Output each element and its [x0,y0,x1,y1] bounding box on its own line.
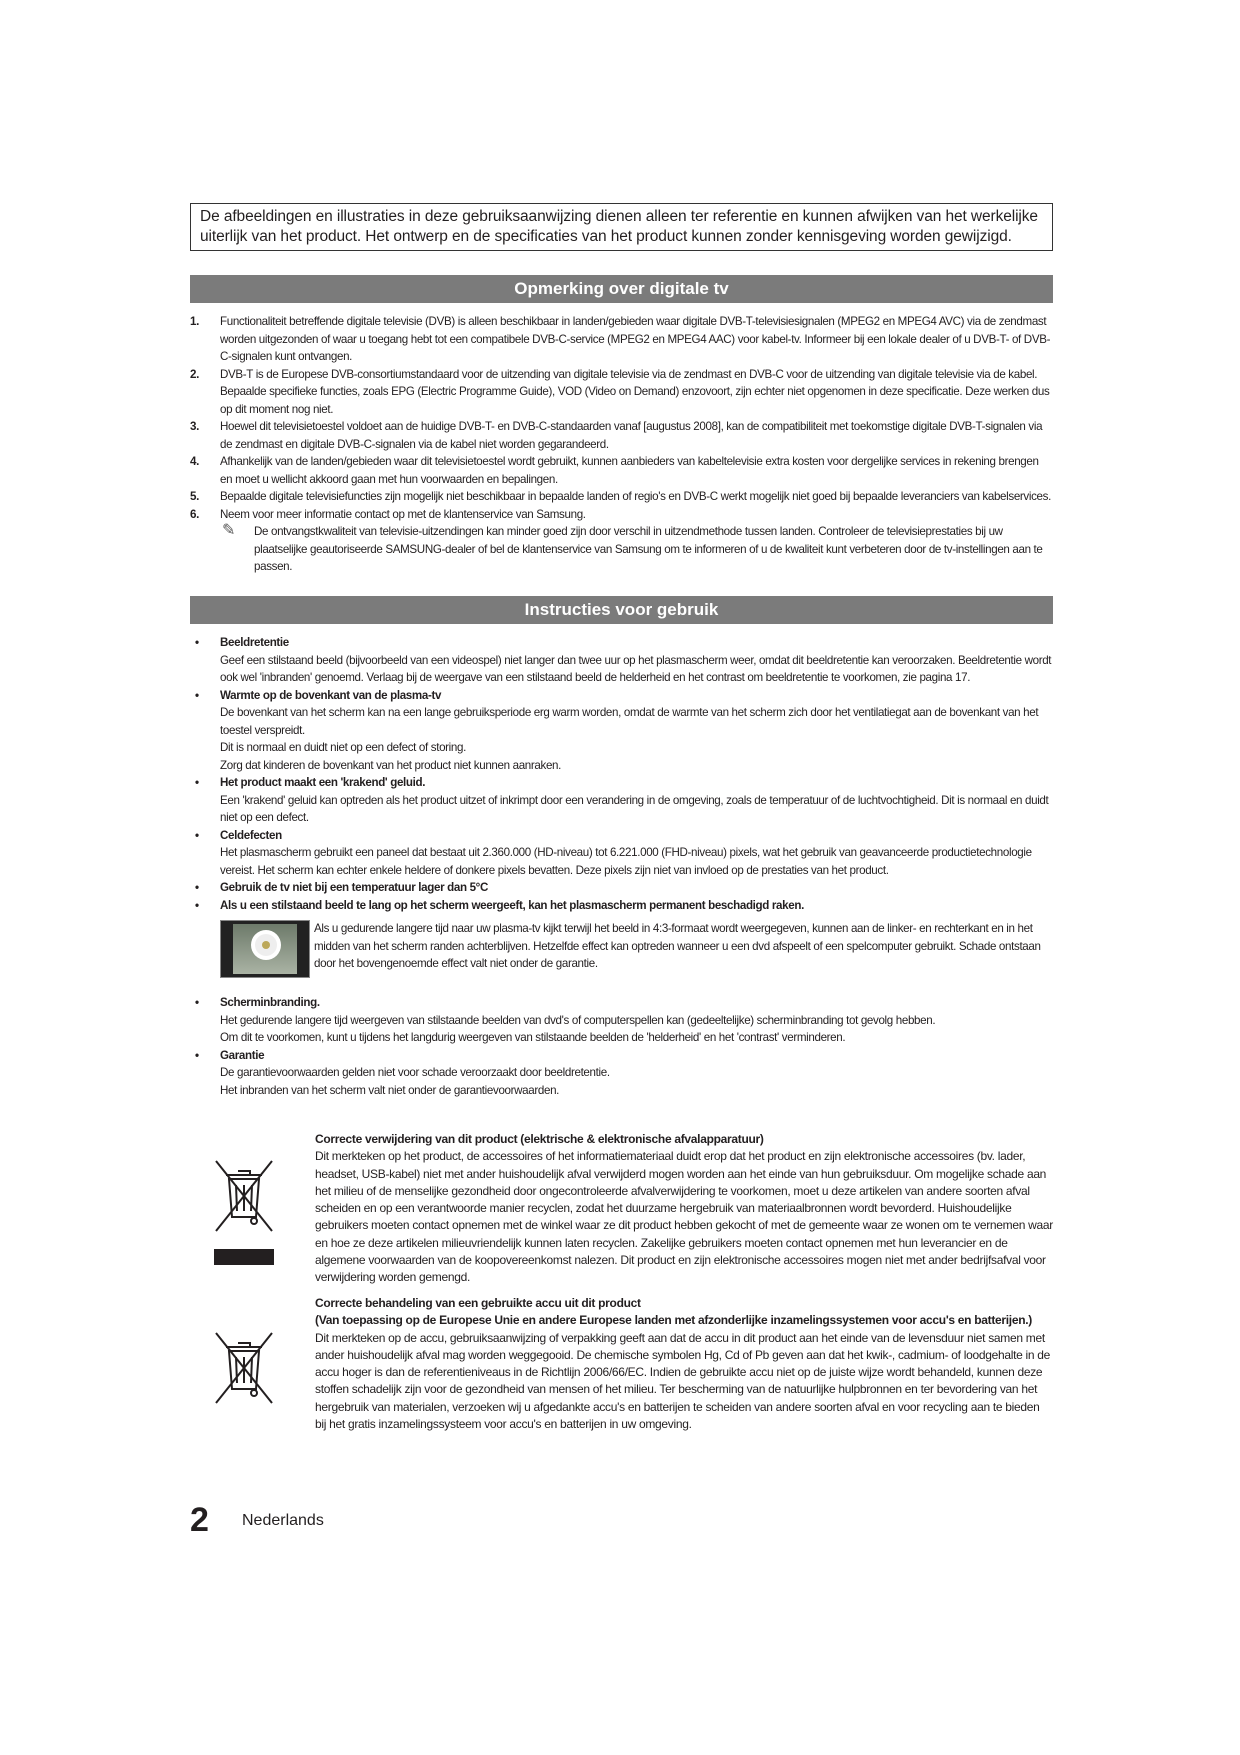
item-heading: Beeldretentie [220,636,289,649]
list-item [190,827,1053,880]
item-text: DVB-T is de Europese DVB-consortiumstandaard voor de uitzending van digitale televisie via de zendmast en DVB-C voor de uitzending van digitale televisie via de kabel. Bepaalde specifieke functies, zoals EPG (Electric Programme Guide), VOD (Video on Demand) enzovoort, zijn echter niet opgenomen in deze specificatie. Deze werken dus op dit moment nog niet. [220,367,1050,416]
crossed-bin-icon [210,1149,278,1267]
list-item [190,313,1053,366]
bullet-icon: • [195,996,199,1009]
bullet-icon: • [195,776,199,789]
list-item [190,488,1053,506]
item-number: 5. [190,490,199,503]
bullet-icon: • [195,688,199,702]
item-text: Dit is normaal en duidt niet op een defect of storing. [220,741,466,754]
list-item [190,418,1053,453]
battery-text: Dit merkteken op de accu, gebruiksaanwijzing of verpakking geeft aan dat de accu in dit product aan het einde van de levensduur niet samen met ander huishoudelijk afval mag worden weggegooid. De chemische symbolen Hg, Cd of Pb geven aan dat het kwik-, cadmium- of loodgehalte in de accu hoger is dan de referentieniveaus in de Richtlijn 2006/66/EC. Indien de gebruikte accu niet op de juiste wijze wordt behandeld, kunnen deze stoffen schadelijk zijn voor de gezondheid van mensen of het milieu. Ter bescherming van de natuurlijke hulpbronnen en ter bevordering van het hergebruik van materialen, verzoeken wij u afgedankte accu's en batterijen te scheiden van andere soorten afval en voor recycling aan te bieden bij het gratis inzamelingssysteem voor accu's en batterijen in uw omgeving. [315,1330,1051,1432]
bullet-icon: • [195,636,199,649]
note-pencil-icon: ✎ [222,522,236,539]
disposal-section [190,1131,1053,1287]
item-number: 3. [190,420,199,433]
note-text: De ontvangstkwaliteit van televisie-uitzendingen kan minder goed zijn door verschil in uitzendmethode tussen landen. Controleer de televisieprestaties bij uw plaatselijke geautoriseerde SAMSUNG-dealer of bel de klantenservice van Samsung om te informeren of u de kwaliteit kunt verbeteren door de tv-instellingen aan te passen. [254,525,1043,573]
usage-list [190,634,1053,1099]
item-number: 2. [190,367,199,381]
item-text: De bovenkant van het scherm kan na een lange gebruiksperiode erg warm worden, omdat de warmte van het scherm zich door het ventilatiegat aan de bovenkant van het toestel verspreidt. [220,706,1039,737]
tv-screen-burn-image [220,920,310,978]
item-heading: Warmte op de bovenkant van de plasma-tv [220,688,442,702]
bullet-icon: • [195,828,199,842]
item-heading: Als u een stilstaand beeld te lang op het scherm weergeeft, kan het plasmascherm permanent beschadigd raken. [220,898,804,912]
list-item [190,366,1053,419]
bullet-icon: • [195,881,199,894]
item-text: Bepaalde digitale televisiefuncties zijn mogelijk niet beschikbaar in bepaalde landen of regio's en DVB-C werkt mogelijk niet goed bij bepaalde leveranciers van kabelservices. [220,490,1051,503]
disclaimer-box: De afbeeldingen en illustraties in deze gebruiksaanwijzing dienen alleen ter referentie en kunnen afwijken van het werkelijke uiterlijk van het product. Het ontwerp en de specificaties van het product kunnen zonder kennisgeving worden gewijzigd. [190,203,1053,251]
item-heading: Gebruik de tv niet bij een temperatuur lager dan 5°C [220,881,488,894]
item-text: Om dit te voorkomen, kunt u tijdens het langdurig weergeven van stilstaande beelden de 'helderheid' en het 'contrast' verminderen. [220,1031,846,1044]
list-item [190,774,1053,827]
list-item [190,453,1053,488]
item-text: De garantievoorwaarden gelden niet voor schade veroorzaakt door beeldretentie. [220,1066,610,1079]
item-heading: Celdefecten [220,828,282,842]
list-item [190,1047,1053,1100]
image-note-text: Als u gedurende langere tijd naar uw plasma-tv kijkt terwijl het beeld in 4:3-formaat wordt weergegeven, kunnen aan de linker- en rechterkant en in het midden van het scherm randen achterblijven. Hetzelfde effect kan optreden wanneer u een dvd afspeelt of een spelcomputer gebruikt. Schade ontstaan door het bovengenoemde effect valt niet onder de garantie. [314,922,1041,970]
section-title-digital-tv: Opmerking over digitale tv [190,275,1053,303]
item-number: 4. [190,455,199,468]
list-item [190,634,1053,687]
list-item [190,506,1053,524]
item-text: Het gedurende langere tijd weergeven van stilstaande beelden van dvd's of computerspellen kan (gedeeltelijke) scherminbranding tot gevolg hebben. [220,1013,936,1027]
item-text: Functionaliteit betreffende digitale televisie (DVB) is alleen beschikbaar in landen/gebieden waar digitale DVB-T-televisiesignalen (MPEG2 en MPEG4 AVC) via de zendmast worden uitgezonden of waar u toegang hebt tot een compatibele DVB-C-service (MPEG2 en MPEG4 AAC) voor kabel-tv. Informeer bij een lokale dealer of u DVB-T- of DVB-C-signalen kunt ontvangen. [220,315,1051,363]
battery-heading: Correcte behandeling van een gebruikte accu uit dit product [315,1296,641,1310]
digital-tv-list [190,313,1053,576]
item-heading: Garantie [220,1048,265,1062]
crossed-battery-bin-icon [210,1327,278,1411]
item-text: Hoewel dit televisietoestel voldoet aan de huidige DVB-T- en DVB-C-standaarden vanaf [augustus 2008], kan de compatibiliteit met toekomstige digitale DVB-T-signalen via de zendmast en digitale DVB-C-signalen via de kabel niet worden gegarandeerd. [220,420,1043,451]
battery-subheading: (Van toepassing op de Europese Unie en andere Europese landen met afzonderlijke inzamelingssystemen voor accu's en batterijen.) [315,1313,1032,1328]
page-number: 2 [190,1501,209,1539]
list-item [190,897,1053,915]
list-item [190,687,1053,775]
item-number: 1. [190,315,199,328]
item-text: Geef een stilstaand beeld (bijvoorbeeld van een videospel) niet langer dan twee uur op het plasmascherm weer, omdat dit beeldretentie kan veroorzaken. Beeldretentie wordt ook wel 'inbranden' genoemd. Verlaag bij de weergave van een stilstaand beeld de helderheid en het contrast om beeldretentie te voorkomen, zie pagina 17. [220,653,1052,684]
item-text: Afhankelijk van de landen/gebieden waar dit televisietoestel wordt gebruikt, kunnen aanbieders van kabeltelevisie extra kosten voor dergelijke services in rekening brengen en moet u wellicht akkoord gaan met hun voorwaarden en bepalingen. [220,455,1039,486]
item-text: Zorg dat kinderen de bovenkant van het product niet kunnen aanraken. [220,758,562,772]
footer-language: Nederlands [242,1512,324,1529]
battery-section [190,1295,1053,1433]
item-text: Neem voor meer informatie contact op met de klantenservice van Samsung. [220,507,586,521]
item-number: 6. [190,507,199,521]
item-heading: Scherminbranding. [220,996,320,1009]
item-text: Het inbranden van het scherm valt niet onder de garantievoorwaarden. [220,1083,560,1097]
list-item [190,879,1053,897]
section-title-usage: Instructies voor gebruik [190,596,1053,624]
image-note [220,920,1053,978]
item-text: Een 'krakend' geluid kan optreden als het product uitzet of inkrimpt door een verandering in de omgeving, zoals de temperatuur of de luchtvochtigheid. Dit is normaal en duidt niet op een defect. [220,793,1049,824]
bullet-icon: • [195,1048,199,1062]
item-heading: Het product maakt een 'krakend' geluid. [220,776,426,789]
bullet-icon: • [195,898,199,912]
list-item [190,994,1053,1047]
item-text: Het plasmascherm gebruikt een paneel dat bestaat uit 2.360.000 (HD-niveau) tot 6.221.000 (FHD-niveau) pixels, wat het gebruik van geavanceerde productietechnologie vereist. Het scherm kan echter enkele heldere of donkere pixels bevatten. Deze pixels zijn niet van invloed op de prestaties van het product. [220,846,1032,877]
disposal-heading: Correcte verwijdering van dit product (elektrische & elektronische afvalapparatuur) [315,1132,764,1146]
disposal-text: Dit merkteken op het product, de accessoires of het informatiemateriaal duidt erop dat het product en zijn elektronische accessoires (bv. lader, headset, USB-kabel) niet met ander huishoudelijk afval verwijderd mogen worden aan het einde van hun gebruiksduur. Om mogelijke schade aan het milieu of de menselijke gezondheid door ongecontroleerde afvalverwijdering te voorkomen, moet u deze artikelen van andere soorten afval scheiden en op een verantwoorde manier recyclen, zodat het duurzame hergebruik van materiaalbronnen wordt bevorderd. Huishoudelijke gebruikers moeten contact opnemen met de winkel waar ze dit product hebben gekocht of met de gemeente waar ze wonen om te vernemen waar en hoe ze deze artikelen milieuvriendelijk kunnen laten recyclen. Zakelijke gebruikers moeten contact opnemen met hun leverancier en de algemene voorwaarden van de koopovereenkomst nalezen. Dit product en zijn elektronische accessoires mogen niet met ander bedrijfsafval voor verwijdering worden gemengd. [315,1149,1053,1285]
note [190,523,1053,576]
